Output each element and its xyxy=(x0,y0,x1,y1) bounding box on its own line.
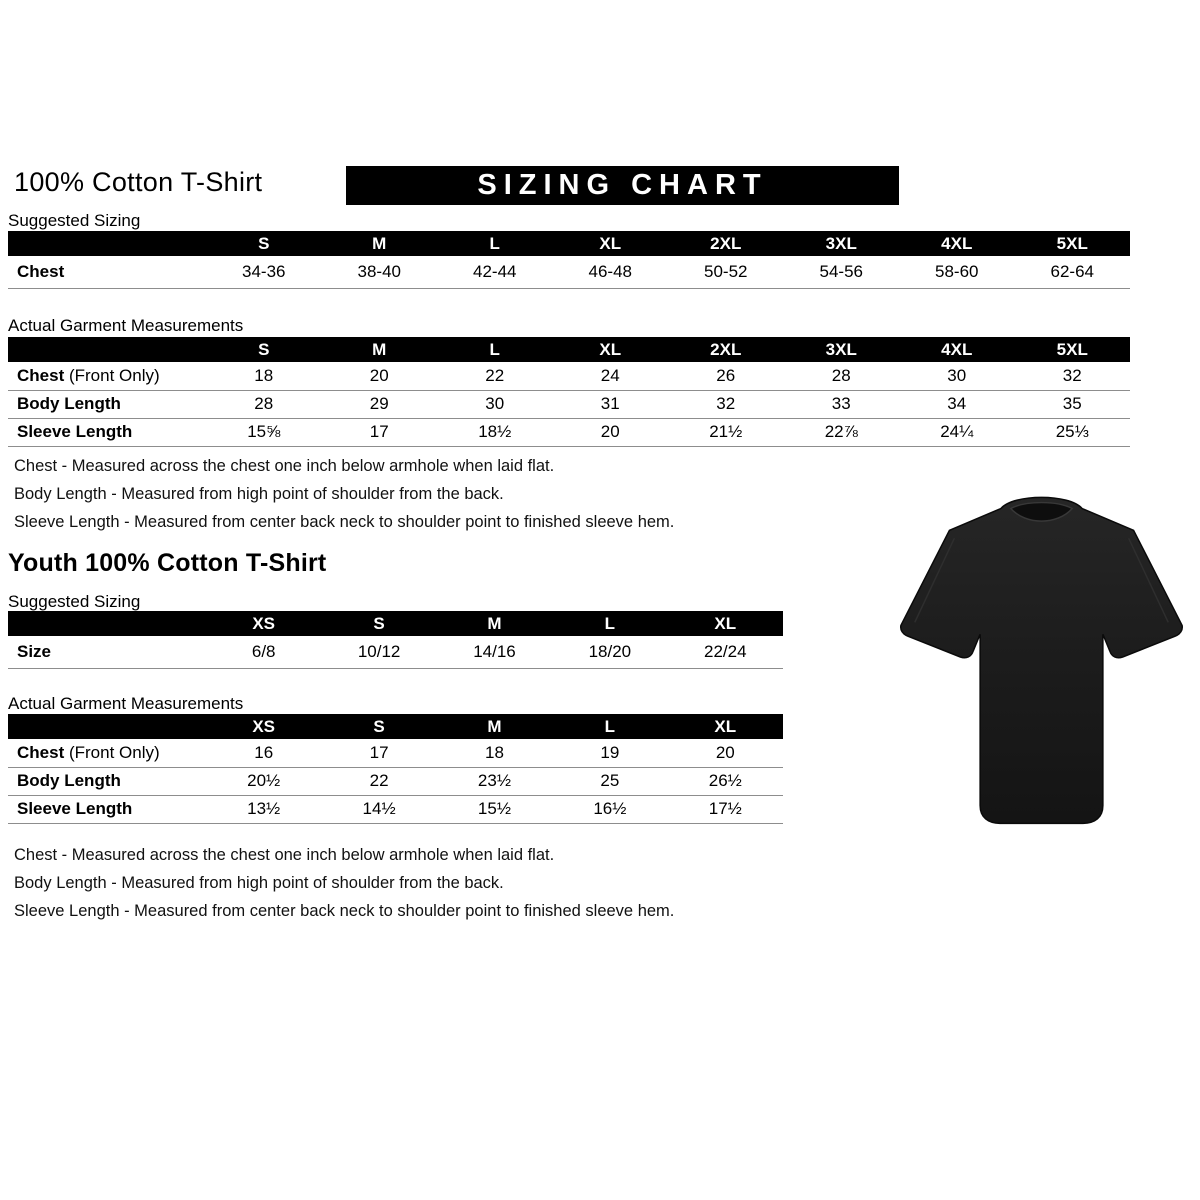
size-header-cell: XL xyxy=(553,231,669,256)
table-row xyxy=(8,418,1130,446)
cell: 38-40 xyxy=(322,256,438,288)
row-label-text: Sleeve Length xyxy=(17,799,133,818)
cell: 15½ xyxy=(437,795,552,823)
cell: 24 xyxy=(553,362,669,390)
size-header-cell: XL xyxy=(668,611,783,636)
size-header-cell: 2XL xyxy=(668,231,784,256)
cell: 28 xyxy=(784,362,900,390)
row-label xyxy=(8,795,206,823)
row-label xyxy=(8,636,206,668)
row-label-text: Chest xyxy=(17,365,65,385)
cell: 35 xyxy=(1015,390,1131,418)
cell: 62-64 xyxy=(1015,256,1131,288)
cell: 6/8 xyxy=(206,636,321,668)
adult-garment-label: Actual Garment Measurements xyxy=(8,316,244,335)
adult-notes xyxy=(14,452,854,536)
cell: 18½ xyxy=(437,418,553,446)
youth-garment-label: Actual Garment Measurements xyxy=(8,694,244,713)
cell: 10/12 xyxy=(321,636,436,668)
youth-suggested-table xyxy=(8,611,783,669)
cell: 25⅓ xyxy=(1015,418,1131,446)
cell: 16 xyxy=(206,739,321,767)
cell: 18 xyxy=(206,362,322,390)
measurement-note: Body Length - Measured from high point of shoulder from the back. xyxy=(14,485,504,503)
size-header-cell: XS xyxy=(206,611,321,636)
youth-notes xyxy=(14,841,854,925)
tshirt-body xyxy=(901,497,1183,823)
cell: 33 xyxy=(784,390,900,418)
table-row xyxy=(8,256,1130,288)
cell: 18 xyxy=(437,739,552,767)
size-header-cell: 4XL xyxy=(899,231,1015,256)
row-label xyxy=(8,767,206,795)
youth-suggested-label: Suggested Sizing xyxy=(8,592,141,611)
tshirt-image xyxy=(893,477,1190,837)
size-header-cell: M xyxy=(437,714,552,739)
size-header-cell: XL xyxy=(553,337,669,362)
cell: 26½ xyxy=(668,767,783,795)
size-header-cell: L xyxy=(552,611,667,636)
table-row xyxy=(8,362,1130,390)
row-label xyxy=(8,362,206,390)
cell: 17 xyxy=(322,418,438,446)
table-header-row xyxy=(8,337,1130,362)
youth-title: Youth 100% Cotton T-Shirt xyxy=(8,549,327,577)
youth-garment-table xyxy=(8,714,783,824)
cell: 17½ xyxy=(668,795,783,823)
table-header-row xyxy=(8,714,783,739)
table-row xyxy=(8,390,1130,418)
size-header-cell: M xyxy=(322,337,438,362)
row-label-text: Sleeve Length xyxy=(17,422,133,441)
cell: 32 xyxy=(1015,362,1131,390)
size-header-cell: S xyxy=(321,714,436,739)
size-header-cell: 3XL xyxy=(784,337,900,362)
cell: 22 xyxy=(437,362,553,390)
cell: 22/24 xyxy=(668,636,783,668)
cell: 14/16 xyxy=(437,636,552,668)
cell: 54-56 xyxy=(784,256,900,288)
measurement-note: Sleeve Length - Measured from center back neck to shoulder point to finished sleeve hem. xyxy=(14,513,675,531)
row-label-text: Body Length xyxy=(17,771,121,790)
size-header-cell: M xyxy=(322,231,438,256)
cell: 23½ xyxy=(437,767,552,795)
size-header-cell: 4XL xyxy=(899,337,1015,362)
cell: 31 xyxy=(553,390,669,418)
row-label-text: Size xyxy=(17,641,52,661)
row-label xyxy=(8,418,206,446)
cell: 34 xyxy=(899,390,1015,418)
cell: 20 xyxy=(322,362,438,390)
cell: 24¼ xyxy=(899,418,1015,446)
row-label-suffix: (Front Only) xyxy=(64,365,160,385)
size-header-cell: 3XL xyxy=(784,231,900,256)
adult-garment-table xyxy=(8,337,1130,447)
size-header-cell: 2XL xyxy=(668,337,784,362)
cell: 20 xyxy=(668,739,783,767)
row-label-text: Chest xyxy=(17,261,65,281)
cell: 30 xyxy=(899,362,1015,390)
black-tshirt-graphic xyxy=(893,477,1190,837)
cell: 20½ xyxy=(206,767,321,795)
cell: 15⅝ xyxy=(206,418,322,446)
size-header-cell: S xyxy=(206,231,322,256)
cell: 42-44 xyxy=(437,256,553,288)
table-header-row xyxy=(8,231,1130,256)
size-header-cell: 5XL xyxy=(1015,231,1131,256)
cell: 50-52 xyxy=(668,256,784,288)
size-header-cell: M xyxy=(437,611,552,636)
cell: 34-36 xyxy=(206,256,322,288)
cell: 13½ xyxy=(206,795,321,823)
cell: 30 xyxy=(437,390,553,418)
row-label-text: Body Length xyxy=(17,394,121,413)
cell: 22 xyxy=(321,767,436,795)
table-row xyxy=(8,767,783,795)
cell: 17 xyxy=(321,739,436,767)
adult-title: 100% Cotton T-Shirt xyxy=(14,167,263,197)
table-row xyxy=(8,795,783,823)
cell: 14½ xyxy=(321,795,436,823)
adult-suggested-label: Suggested Sizing xyxy=(8,211,141,230)
cell: 28 xyxy=(206,390,322,418)
cell: 46-48 xyxy=(553,256,669,288)
cell: 25 xyxy=(552,767,667,795)
measurement-note: Sleeve Length - Measured from center back neck to shoulder point to finished sleeve hem. xyxy=(14,902,675,920)
cell: 16½ xyxy=(552,795,667,823)
size-header-cell: L xyxy=(437,337,553,362)
row-label xyxy=(8,739,206,767)
table-row xyxy=(8,636,783,668)
size-header-cell: 5XL xyxy=(1015,337,1131,362)
size-header-cell: S xyxy=(206,337,322,362)
cell: 19 xyxy=(552,739,667,767)
row-label-suffix: (Front Only) xyxy=(64,742,160,762)
header-spacer xyxy=(8,611,206,636)
row-label xyxy=(8,390,206,418)
measurement-note: Body Length - Measured from high point of shoulder from the back. xyxy=(14,874,504,892)
cell: 20 xyxy=(553,418,669,446)
size-header-cell: XS xyxy=(206,714,321,739)
cell: 58-60 xyxy=(899,256,1015,288)
table-row xyxy=(8,739,783,767)
cell: 26 xyxy=(668,362,784,390)
cell: 29 xyxy=(322,390,438,418)
row-label xyxy=(8,256,206,288)
cell: 22⅞ xyxy=(784,418,900,446)
size-header-cell: S xyxy=(321,611,436,636)
cell: 18/20 xyxy=(552,636,667,668)
header-spacer xyxy=(8,714,206,739)
header-spacer xyxy=(8,337,206,362)
size-header-cell: L xyxy=(437,231,553,256)
measurement-note: Chest - Measured across the chest one inch below armhole when laid flat. xyxy=(14,846,555,864)
table-header-row xyxy=(8,611,783,636)
cell: 32 xyxy=(668,390,784,418)
size-header-cell: XL xyxy=(668,714,783,739)
size-header-cell: L xyxy=(552,714,667,739)
measurement-note: Chest - Measured across the chest one inch below armhole when laid flat. xyxy=(14,457,555,475)
row-label-text: Chest xyxy=(17,742,65,762)
adult-suggested-table xyxy=(8,231,1130,289)
cell: 21½ xyxy=(668,418,784,446)
header-spacer xyxy=(8,231,206,256)
sizing-chart-banner: SIZING CHART xyxy=(346,166,899,205)
